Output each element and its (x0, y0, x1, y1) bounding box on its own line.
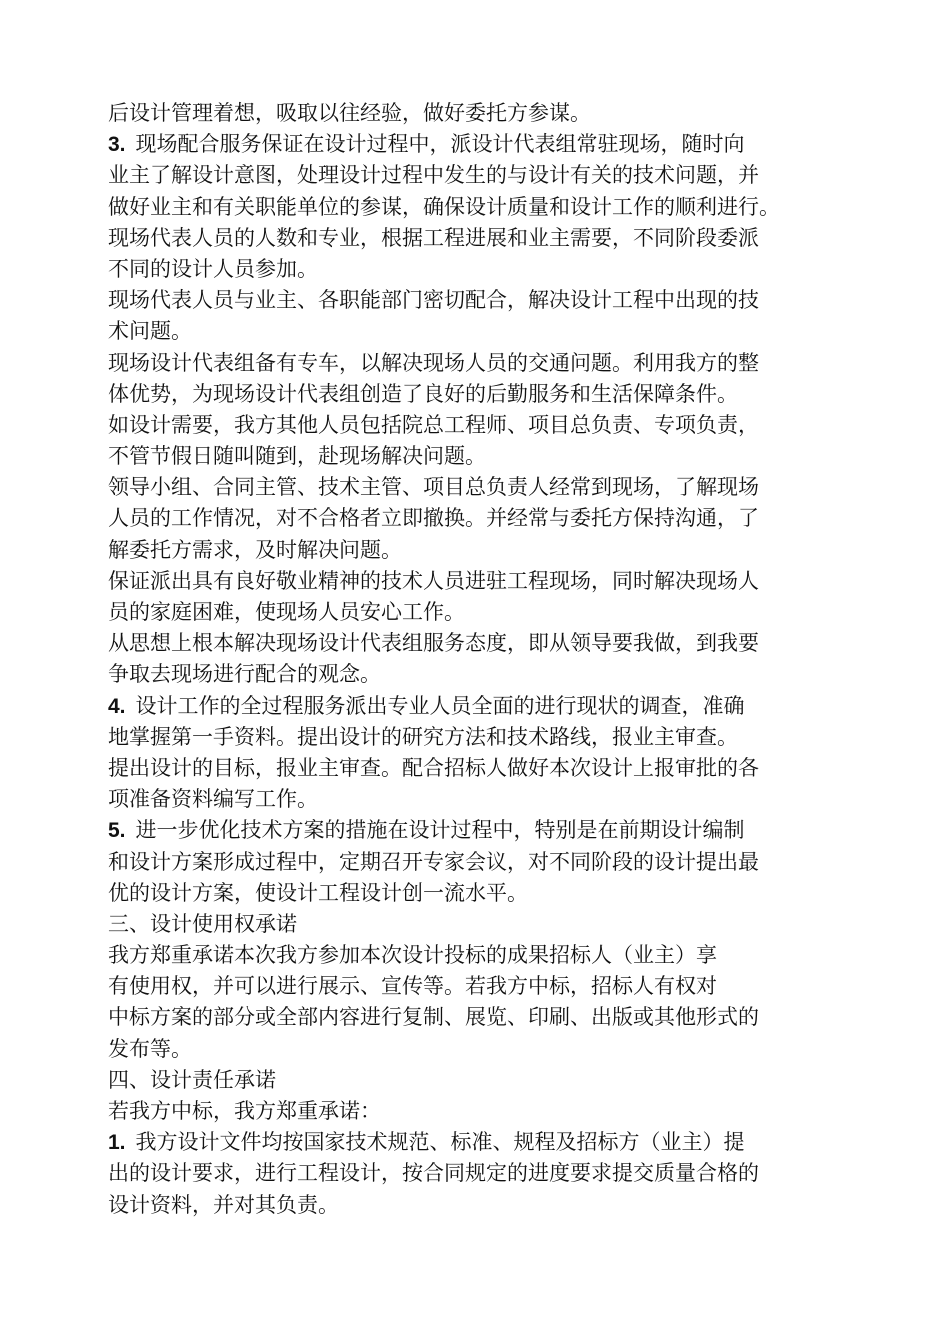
line-text: 术问题。 (108, 319, 192, 344)
line-text: 进一步优化技术方案的措施在设计过程中，特别是在前期设计编制 (135, 818, 745, 843)
list-number: 1. (108, 1131, 126, 1155)
line-text: 现场设计代表组备有专车，以解决现场人员的交通问题。利用我方的整 (108, 350, 759, 375)
text-line (108, 1158, 844, 1189)
list-number: 4. (108, 694, 126, 718)
text-line (108, 441, 844, 472)
text-line (108, 503, 844, 534)
line-text: 和设计方案形成过程中，定期召开专家会议，对不同阶段的设计提出最 (108, 849, 759, 874)
text-line (108, 98, 844, 129)
text-line (108, 535, 844, 566)
text-line (108, 160, 844, 191)
line-text: 现场配合服务保证在设计过程中，派设计代表组常驻现场，随时向 (135, 132, 745, 157)
text-line (108, 316, 844, 347)
text-line (108, 815, 844, 846)
text-line (108, 566, 844, 597)
text-line (108, 847, 844, 878)
line-text: 员的家庭困难，使现场人员安心工作。 (108, 600, 465, 624)
text-line (108, 254, 844, 285)
text-line (108, 1190, 844, 1221)
line-text: 项准备资料编写工作。 (108, 787, 318, 812)
line-text: 现场代表人员的人数和专业，根据工程进展和业主需要，不同阶段委派 (108, 225, 759, 250)
text-line (108, 348, 844, 379)
line-text: 四、设计责任承诺 (108, 1067, 276, 1092)
line-text: 人员的工作情况，对不合格者立即撤换。并经常与委托方保持沟通，了 (108, 506, 759, 531)
text-line (108, 971, 844, 1002)
text-line (108, 1065, 844, 1096)
text-line (108, 691, 844, 722)
text-line (108, 784, 844, 815)
text-line (108, 878, 844, 909)
line-text: 解委托方需求，及时解决问题。 (108, 537, 402, 562)
text-line (108, 285, 844, 316)
line-text: 业主了解设计意图，处理设计过程中发生的与设计有关的技术问题，并 (108, 163, 759, 188)
text-line (108, 1127, 844, 1158)
line-text: 若我方中标，我方郑重承诺： (108, 1099, 381, 1123)
text-line (108, 753, 844, 784)
line-text: 地掌握第一手资料。提出设计的研究方法和技术路线，报业主审查。 (108, 724, 738, 749)
text-line (108, 597, 844, 628)
text-line (108, 192, 844, 223)
text-line (108, 909, 844, 940)
line-text: 提出设计的目标，报业主审查。配合招标人做好本次设计上报审批的各 (108, 755, 759, 780)
line-text: 发布等。 (108, 1036, 192, 1061)
line-text: 领导小组、合同主管、技术主管、项目总负责人经常到现场，了解现场 (108, 475, 759, 500)
document-body-text (108, 98, 844, 1221)
list-number: 3. (108, 133, 126, 157)
line-text: 后设计管理着想，吸取以往经验，做好委托方参谋。 (108, 101, 591, 125)
line-text: 中标方案的部分或全部内容进行复制、展览、印刷、出版或其他形式的 (108, 1005, 759, 1030)
text-line (108, 223, 844, 254)
line-text: 设计资料，并对其负责。 (108, 1192, 339, 1217)
line-text: 现场代表人员与业主、各职能部门密切配合，解决设计工程中出现的技 (108, 288, 759, 313)
line-text: 优的设计方案，使设计工程设计创一流水平。 (108, 880, 528, 905)
text-line (108, 379, 844, 410)
text-line (108, 1002, 844, 1033)
line-text: 做好业主和有关职能单位的参谋，确保设计质量和设计工作的顺利进行。 (108, 194, 780, 219)
text-line (108, 628, 844, 659)
line-text: 我方设计文件均按国家技术规范、标准、规程及招标方（业主）提 (135, 1130, 745, 1155)
text-line (108, 1096, 844, 1127)
line-text: 三、设计使用权承诺 (108, 911, 297, 936)
text-line (108, 472, 844, 503)
line-text: 从思想上根本解决现场设计代表组服务态度，即从领导要我做，到我要 (108, 631, 759, 656)
text-line (108, 940, 844, 971)
line-text: 体优势，为现场设计代表组创造了良好的后勤服务和生活保障条件。 (108, 381, 738, 406)
line-text: 设计工作的全过程服务派出专业人员全面的进行现状的调查，准确 (135, 693, 745, 718)
line-text: 不同的设计人员参加。 (108, 256, 318, 281)
line-text: 有使用权，并可以进行展示、宣传等。若我方中标，招标人有权对 (108, 974, 717, 999)
line-text: 争取去现场进行配合的观念。 (108, 662, 381, 687)
line-text: 出的设计要求，进行工程设计，按合同规定的进度要求提交质量合格的 (108, 1161, 759, 1186)
text-line (108, 129, 844, 160)
line-text: 如设计需要，我方其他人员包括院总工程师、项目总负责、专项负责， (108, 412, 759, 437)
line-text: 不管节假日随叫随到，赴现场解决问题。 (108, 444, 486, 469)
line-text: 保证派出具有良好敬业精神的技术人员进驻工程现场，同时解决现场人 (108, 568, 759, 593)
text-line (108, 1034, 844, 1065)
text-line (108, 410, 844, 441)
line-text: 我方郑重承诺本次我方参加本次设计投标的成果招标人（业主）享 (108, 943, 717, 968)
text-line (108, 659, 844, 690)
list-number: 5. (108, 819, 126, 843)
text-line (108, 722, 844, 753)
